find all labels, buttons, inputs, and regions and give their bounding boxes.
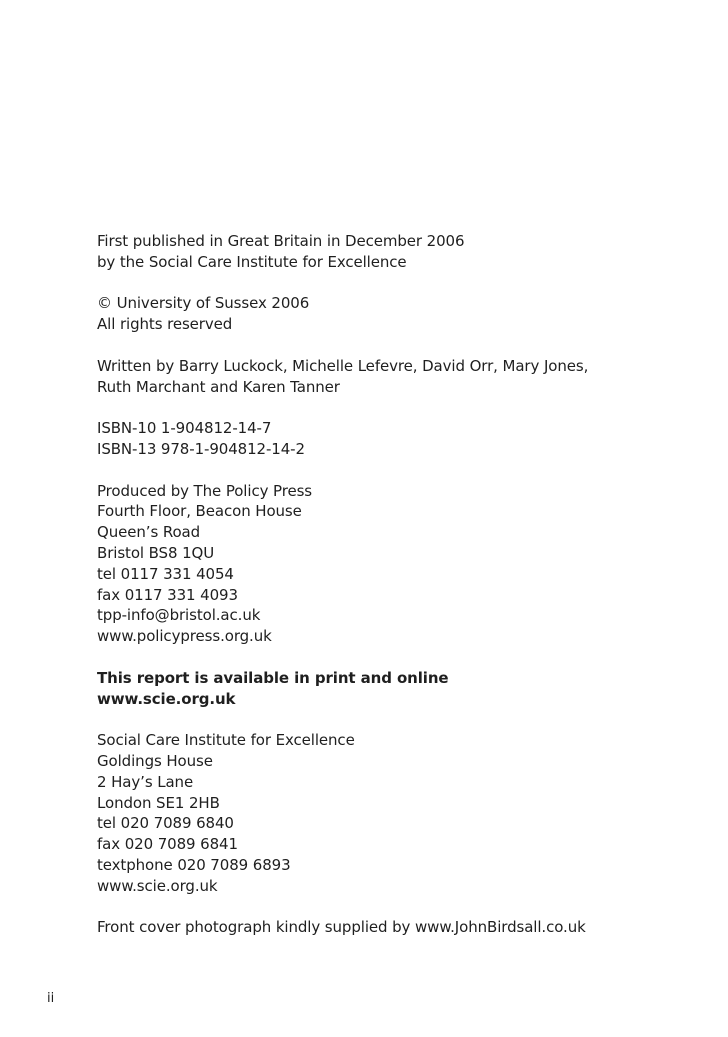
producer-name: Produced by The Policy Press bbox=[97, 481, 313, 500]
scie-textphone: textphone 020 7089 6893 bbox=[97, 855, 291, 874]
availability-website: www.scie.org.uk bbox=[97, 689, 236, 708]
producer-email: tpp-info@bristol.ac.uk bbox=[97, 606, 261, 625]
isbn-13: ISBN-13 978-1-904812-14-2 bbox=[97, 439, 305, 458]
producer-address-line: Fourth Floor, Beacon House bbox=[97, 502, 302, 521]
availability-notice bbox=[97, 668, 697, 710]
availability-text: This report is available in print and online bbox=[97, 668, 449, 687]
scie-address-line: Goldings House bbox=[97, 751, 213, 770]
producer-address bbox=[97, 481, 697, 647]
scie-website: www.scie.org.uk bbox=[97, 876, 218, 895]
authors-line: Ruth Marchant and Karen Tanner bbox=[97, 377, 340, 396]
authors-line: Written by Barry Luckock, Michelle Lefevre, David Orr, Mary Jones, bbox=[97, 356, 589, 375]
copyright-line: All rights reserved bbox=[97, 315, 233, 334]
imprint-page-content bbox=[97, 231, 697, 938]
producer-website: www.policypress.org.uk bbox=[97, 627, 272, 646]
cover-photo-credit bbox=[97, 917, 697, 938]
scie-fax: fax 020 7089 6841 bbox=[97, 835, 238, 854]
scie-address-line: 2 Hay’s Lane bbox=[97, 772, 194, 791]
copyright-line: © University of Sussex 2006 bbox=[97, 294, 310, 313]
publication-line: by the Social Care Institute for Excellence bbox=[97, 252, 407, 271]
producer-fax: fax 0117 331 4093 bbox=[97, 585, 238, 604]
scie-address-line: London SE1 2HB bbox=[97, 793, 220, 812]
publication-line: First published in Great Britain in December 2006 bbox=[97, 232, 465, 250]
publication-statement bbox=[97, 231, 697, 273]
producer-telephone: tel 0117 331 4054 bbox=[97, 564, 234, 583]
copyright-statement bbox=[97, 293, 697, 335]
isbn-10: ISBN-10 1-904812-14-7 bbox=[97, 419, 272, 438]
isbn-block bbox=[97, 418, 697, 460]
scie-telephone: tel 020 7089 6840 bbox=[97, 814, 234, 833]
authors-statement bbox=[97, 356, 697, 398]
producer-address-line: Bristol BS8 1QU bbox=[97, 543, 215, 562]
cover-credit-text: Front cover photograph kindly supplied by www.JohnBirdsall.co.uk bbox=[97, 918, 586, 937]
producer-address-line: Queen’s Road bbox=[97, 523, 201, 542]
scie-address bbox=[97, 730, 697, 896]
scie-name: Social Care Institute for Excellence bbox=[97, 731, 355, 750]
page-number: ii bbox=[47, 991, 55, 1006]
